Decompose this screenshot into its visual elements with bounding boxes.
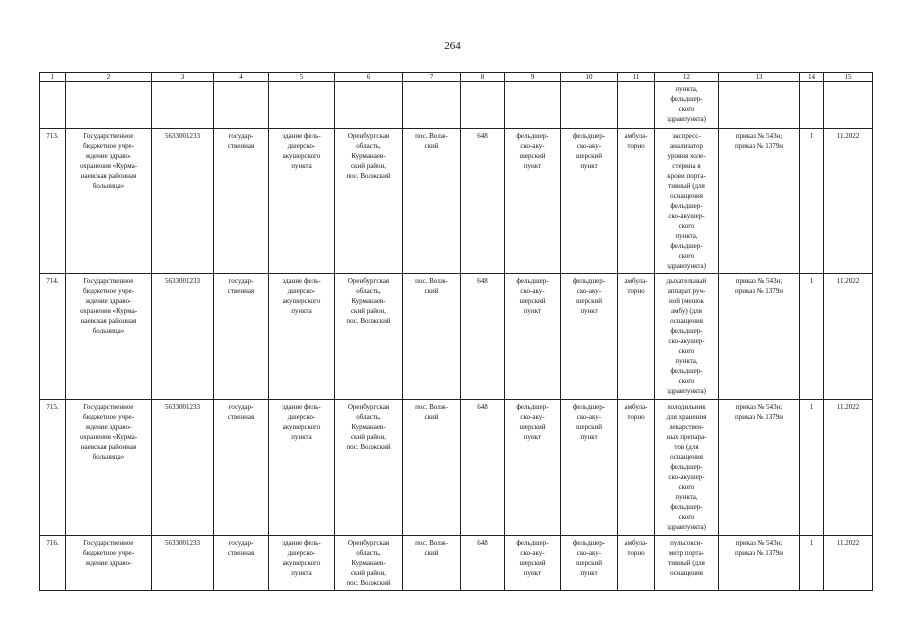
unit-type-2: фельдшер- ско-аку- шерский пункт bbox=[561, 129, 618, 274]
continuation-cell-2 bbox=[66, 82, 152, 129]
column-number-12: 12 bbox=[655, 73, 719, 82]
organization-name: Государственное бюджетное учре- ждение здраво- охранения «Курма- наевская районная больница» bbox=[66, 400, 152, 536]
continuation-cell-8 bbox=[461, 82, 505, 129]
continuation-cell-7 bbox=[403, 82, 461, 129]
continuation-cell-12: пункта, фельдшер- ского здравпункта) bbox=[655, 82, 719, 129]
quantity: 1 bbox=[800, 274, 824, 400]
continuation-cell-1 bbox=[40, 82, 66, 129]
column-number-5: 5 bbox=[269, 73, 335, 82]
register-table bbox=[39, 72, 873, 591]
continuation-cell-6 bbox=[335, 82, 403, 129]
care-mode: амбула- торно bbox=[618, 536, 655, 591]
unit-type-1: фельдшер- ско-аку- шерский пункт bbox=[505, 400, 561, 536]
date: 11.2022 bbox=[824, 400, 873, 536]
equipment-name: пульсокси- метр порта- тивный (для оснащения bbox=[655, 536, 719, 591]
continuation-cell-3 bbox=[152, 82, 214, 129]
column-number-3: 3 bbox=[152, 73, 214, 82]
ownership-type: государ- ственная bbox=[214, 400, 269, 536]
quantity: 1 bbox=[800, 536, 824, 591]
code: 648 bbox=[461, 129, 505, 274]
building-type: здание фель- дшерско- акушерского пункта bbox=[269, 536, 335, 591]
column-number-14: 14 bbox=[800, 73, 824, 82]
locality: пос. Волж- ский bbox=[403, 129, 461, 274]
building-type: здание фель- дшерско- акушерского пункта bbox=[269, 274, 335, 400]
column-number-row bbox=[40, 73, 873, 82]
column-number-7: 7 bbox=[403, 73, 461, 82]
ownership-type: государ- ственная bbox=[214, 129, 269, 274]
continuation-cell-4 bbox=[214, 82, 269, 129]
quantity: 1 bbox=[800, 129, 824, 274]
organization-name: Государственное бюджетное учре- ждение здраво- bbox=[66, 536, 152, 591]
date: 11.2022 bbox=[824, 536, 873, 591]
unit-type-2: фельдшер- ско-аку- шерский пункт bbox=[561, 274, 618, 400]
organization-name: Государственное бюджетное учре- ждение здраво- охранения «Курма- наевская районная больница» bbox=[66, 129, 152, 274]
order-reference: приказ № 543н; приказ № 1379н bbox=[719, 400, 800, 536]
table-row bbox=[40, 400, 873, 536]
building-type: здание фель- дшерско- акушерского пункта bbox=[269, 129, 335, 274]
column-number-8: 8 bbox=[461, 73, 505, 82]
code: 648 bbox=[461, 536, 505, 591]
continuation-cell-15 bbox=[824, 82, 873, 129]
row-number: 713. bbox=[40, 129, 66, 274]
table-row bbox=[40, 536, 873, 591]
quantity: 1 bbox=[800, 400, 824, 536]
column-number-13: 13 bbox=[719, 73, 800, 82]
organization-name: Государственное бюджетное учре- ждение здраво- охранения «Курма- наевская районная больница» bbox=[66, 274, 152, 400]
continuation-cell-9 bbox=[505, 82, 561, 129]
equipment-name: дыхательный аппарат руч- ной (мешок амбу) (для оснащения фельдшер- ско-акушер- ского пункта, фельдшер- ского здравпункта) bbox=[655, 274, 719, 400]
page-number: 264 bbox=[444, 40, 461, 52]
unit-type-1: фельдшер- ско-аку- шерский пункт bbox=[505, 536, 561, 591]
address: Оренбургская область, Курманаев- ский район, пос. Волжский bbox=[335, 536, 403, 591]
address: Оренбургская область, Курманаев- ский район, пос. Волжский bbox=[335, 400, 403, 536]
address: Оренбургская область, Курманаев- ский район, пос. Волжский bbox=[335, 274, 403, 400]
address: Оренбургская область, Курманаев- ский район, пос. Волжский bbox=[335, 129, 403, 274]
building-type: здание фель- дшерско- акушерского пункта bbox=[269, 400, 335, 536]
unit-type-2: фельдшер- ско-аку- шерский пункт bbox=[561, 400, 618, 536]
locality: пос. Волж- ский bbox=[403, 400, 461, 536]
column-number-10: 10 bbox=[561, 73, 618, 82]
continuation-cell-5 bbox=[269, 82, 335, 129]
locality: пос. Волж- ский bbox=[403, 274, 461, 400]
column-number-11: 11 bbox=[618, 73, 655, 82]
date: 11.2022 bbox=[824, 129, 873, 274]
column-number-4: 4 bbox=[214, 73, 269, 82]
continuation-cell-10 bbox=[561, 82, 618, 129]
row-number: 715. bbox=[40, 400, 66, 536]
row-number: 716. bbox=[40, 536, 66, 591]
column-number-6: 6 bbox=[335, 73, 403, 82]
care-mode: амбула- торно bbox=[618, 400, 655, 536]
column-number-2: 2 bbox=[66, 73, 152, 82]
unit-type-1: фельдшер- ско-аку- шерский пункт bbox=[505, 129, 561, 274]
date: 11.2022 bbox=[824, 274, 873, 400]
code: 648 bbox=[461, 400, 505, 536]
order-reference: приказ № 543н; приказ № 1379н bbox=[719, 536, 800, 591]
row-number: 714. bbox=[40, 274, 66, 400]
column-number-15: 15 bbox=[824, 73, 873, 82]
inn: 5633001233 bbox=[152, 400, 214, 536]
equipment-name: экспресс- анализатор уровня холе- стерина в крови порта- тивный (для оснащения фельдшер- ско-акушер- ского пункта, фельдшер- ского здравпункта) bbox=[655, 129, 719, 274]
column-number-1: 1 bbox=[40, 73, 66, 82]
register-table-body bbox=[40, 73, 873, 591]
unit-type-2: фельдшер- ско-аку- шерский пункт bbox=[561, 536, 618, 591]
column-number-9: 9 bbox=[505, 73, 561, 82]
order-reference: приказ № 543н; приказ № 1379н bbox=[719, 129, 800, 274]
inn: 5633001233 bbox=[152, 129, 214, 274]
code: 648 bbox=[461, 274, 505, 400]
care-mode: амбула- торно bbox=[618, 274, 655, 400]
ownership-type: государ- ственная bbox=[214, 274, 269, 400]
order-reference: приказ № 543н; приказ № 1379н bbox=[719, 274, 800, 400]
continuation-cell-14 bbox=[800, 82, 824, 129]
table-row bbox=[40, 129, 873, 274]
inn: 5633001233 bbox=[152, 536, 214, 591]
equipment-name: холодильник для хранения лекарствен- ных препара- тов (для оснащения фельдшер- ско-акушер- ского пункта, фельдшер- ского здравпункта) bbox=[655, 400, 719, 536]
care-mode: амбула- торно bbox=[618, 129, 655, 274]
unit-type-1: фельдшер- ско-аку- шерский пункт bbox=[505, 274, 561, 400]
continuation-row bbox=[40, 82, 873, 129]
locality: пос. Волж- ский bbox=[403, 536, 461, 591]
table-row bbox=[40, 274, 873, 400]
ownership-type: государ- ственная bbox=[214, 536, 269, 591]
inn: 5633001233 bbox=[152, 274, 214, 400]
continuation-cell-11 bbox=[618, 82, 655, 129]
continuation-cell-13 bbox=[719, 82, 800, 129]
